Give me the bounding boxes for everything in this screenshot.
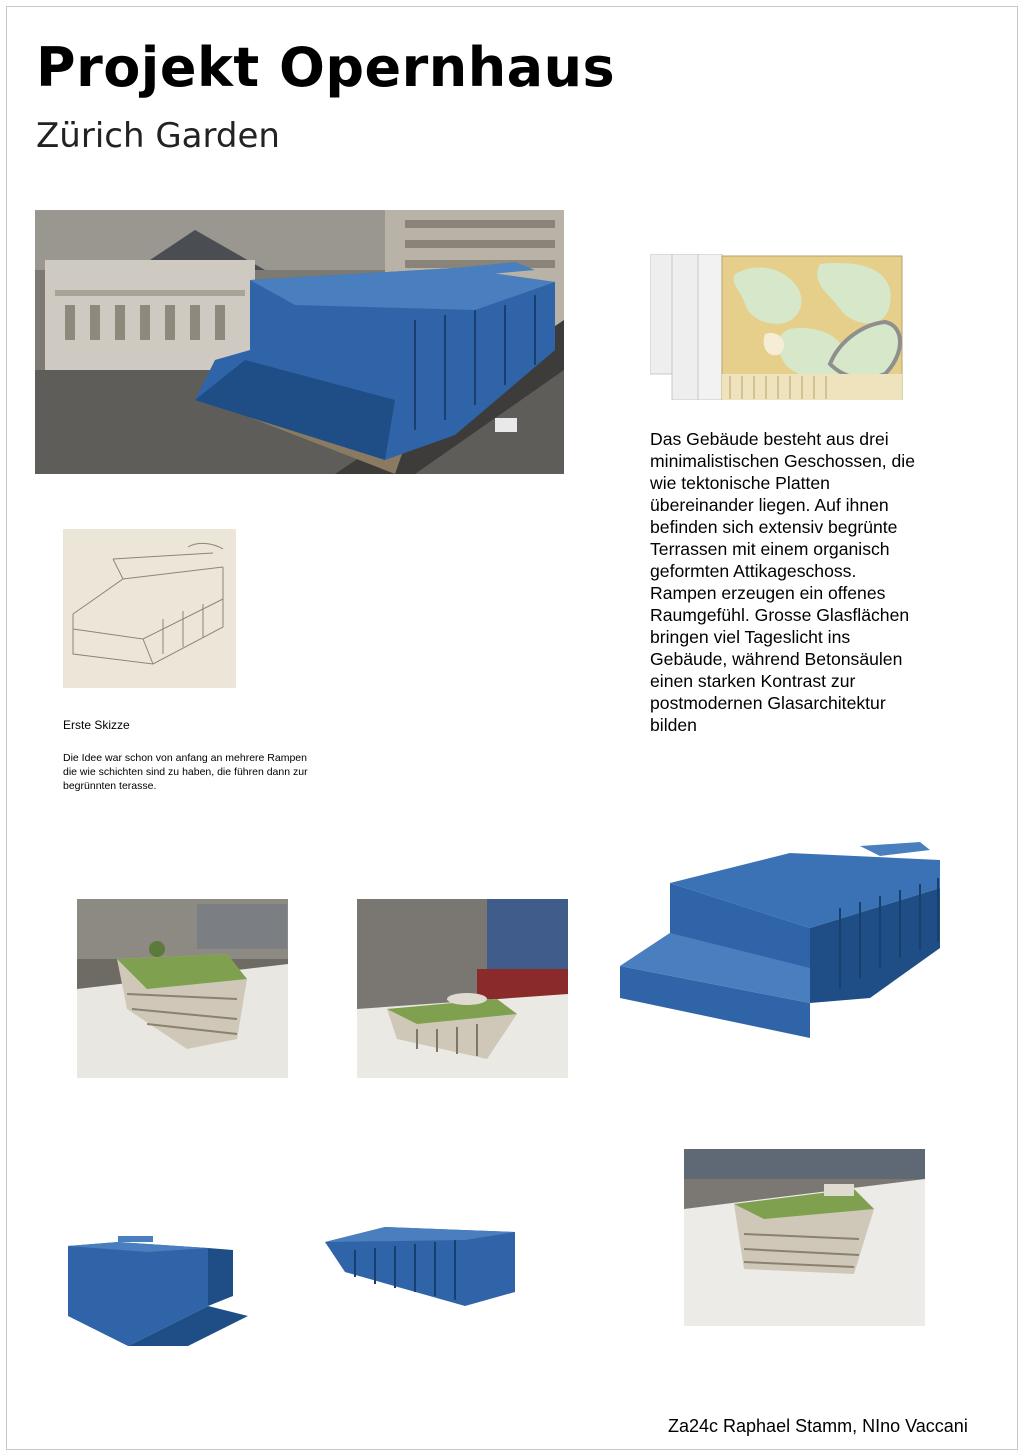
render-icon: [620, 838, 960, 1038]
authors-footer: Za24c Raphael Stamm, NIno Vaccani: [668, 1416, 968, 1436]
sketch-caption-title: Erste Skizze: [63, 718, 130, 732]
render-icon: [325, 1222, 523, 1306]
photo-montage-opernhaus: [35, 210, 564, 474]
sketch-icon: [63, 529, 236, 688]
model-photo-2: [357, 899, 568, 1078]
model-photo-1: [77, 899, 288, 1078]
project-description: Das Gebäude besteht aus drei minimalistischen Geschossen, die wie tektonische Platten übereinander liegen. Auf ihnen befinden sich extensiv begrünte Terrassen mit einem organisch geformten Attikageschoss. Rampen erzeugen ein offenes Raumgefühl. Grosse Glasflächen bringen viel Tageslicht ins Gebäude, während Betonsäulen einen starken Kontrast zur postmodernen Glasarchitektur bilden: [650, 429, 915, 735]
sketch-caption-text: Die Idee war schon von anfang an mehrere Rampen die wie schichten sind zu haben, die führen dann zur begrünnten terasse.: [63, 752, 308, 792]
render-3d-small-1: [68, 1236, 250, 1346]
page-subtitle: Zürich Garden: [36, 116, 280, 156]
sketch-image: [63, 529, 236, 688]
render-3d-small-2: [325, 1222, 523, 1306]
model-photo-3: [684, 1149, 925, 1326]
photo-icon: [77, 899, 288, 1078]
photo-icon: [357, 899, 568, 1078]
photo-icon: [684, 1149, 925, 1326]
page-title: Projekt Opernhaus: [36, 36, 616, 99]
site-plan: [650, 254, 904, 400]
render-3d-large: [620, 838, 960, 1038]
site-plan-icon: [650, 254, 904, 400]
photo-icon: [35, 210, 564, 474]
render-icon: [68, 1236, 250, 1346]
